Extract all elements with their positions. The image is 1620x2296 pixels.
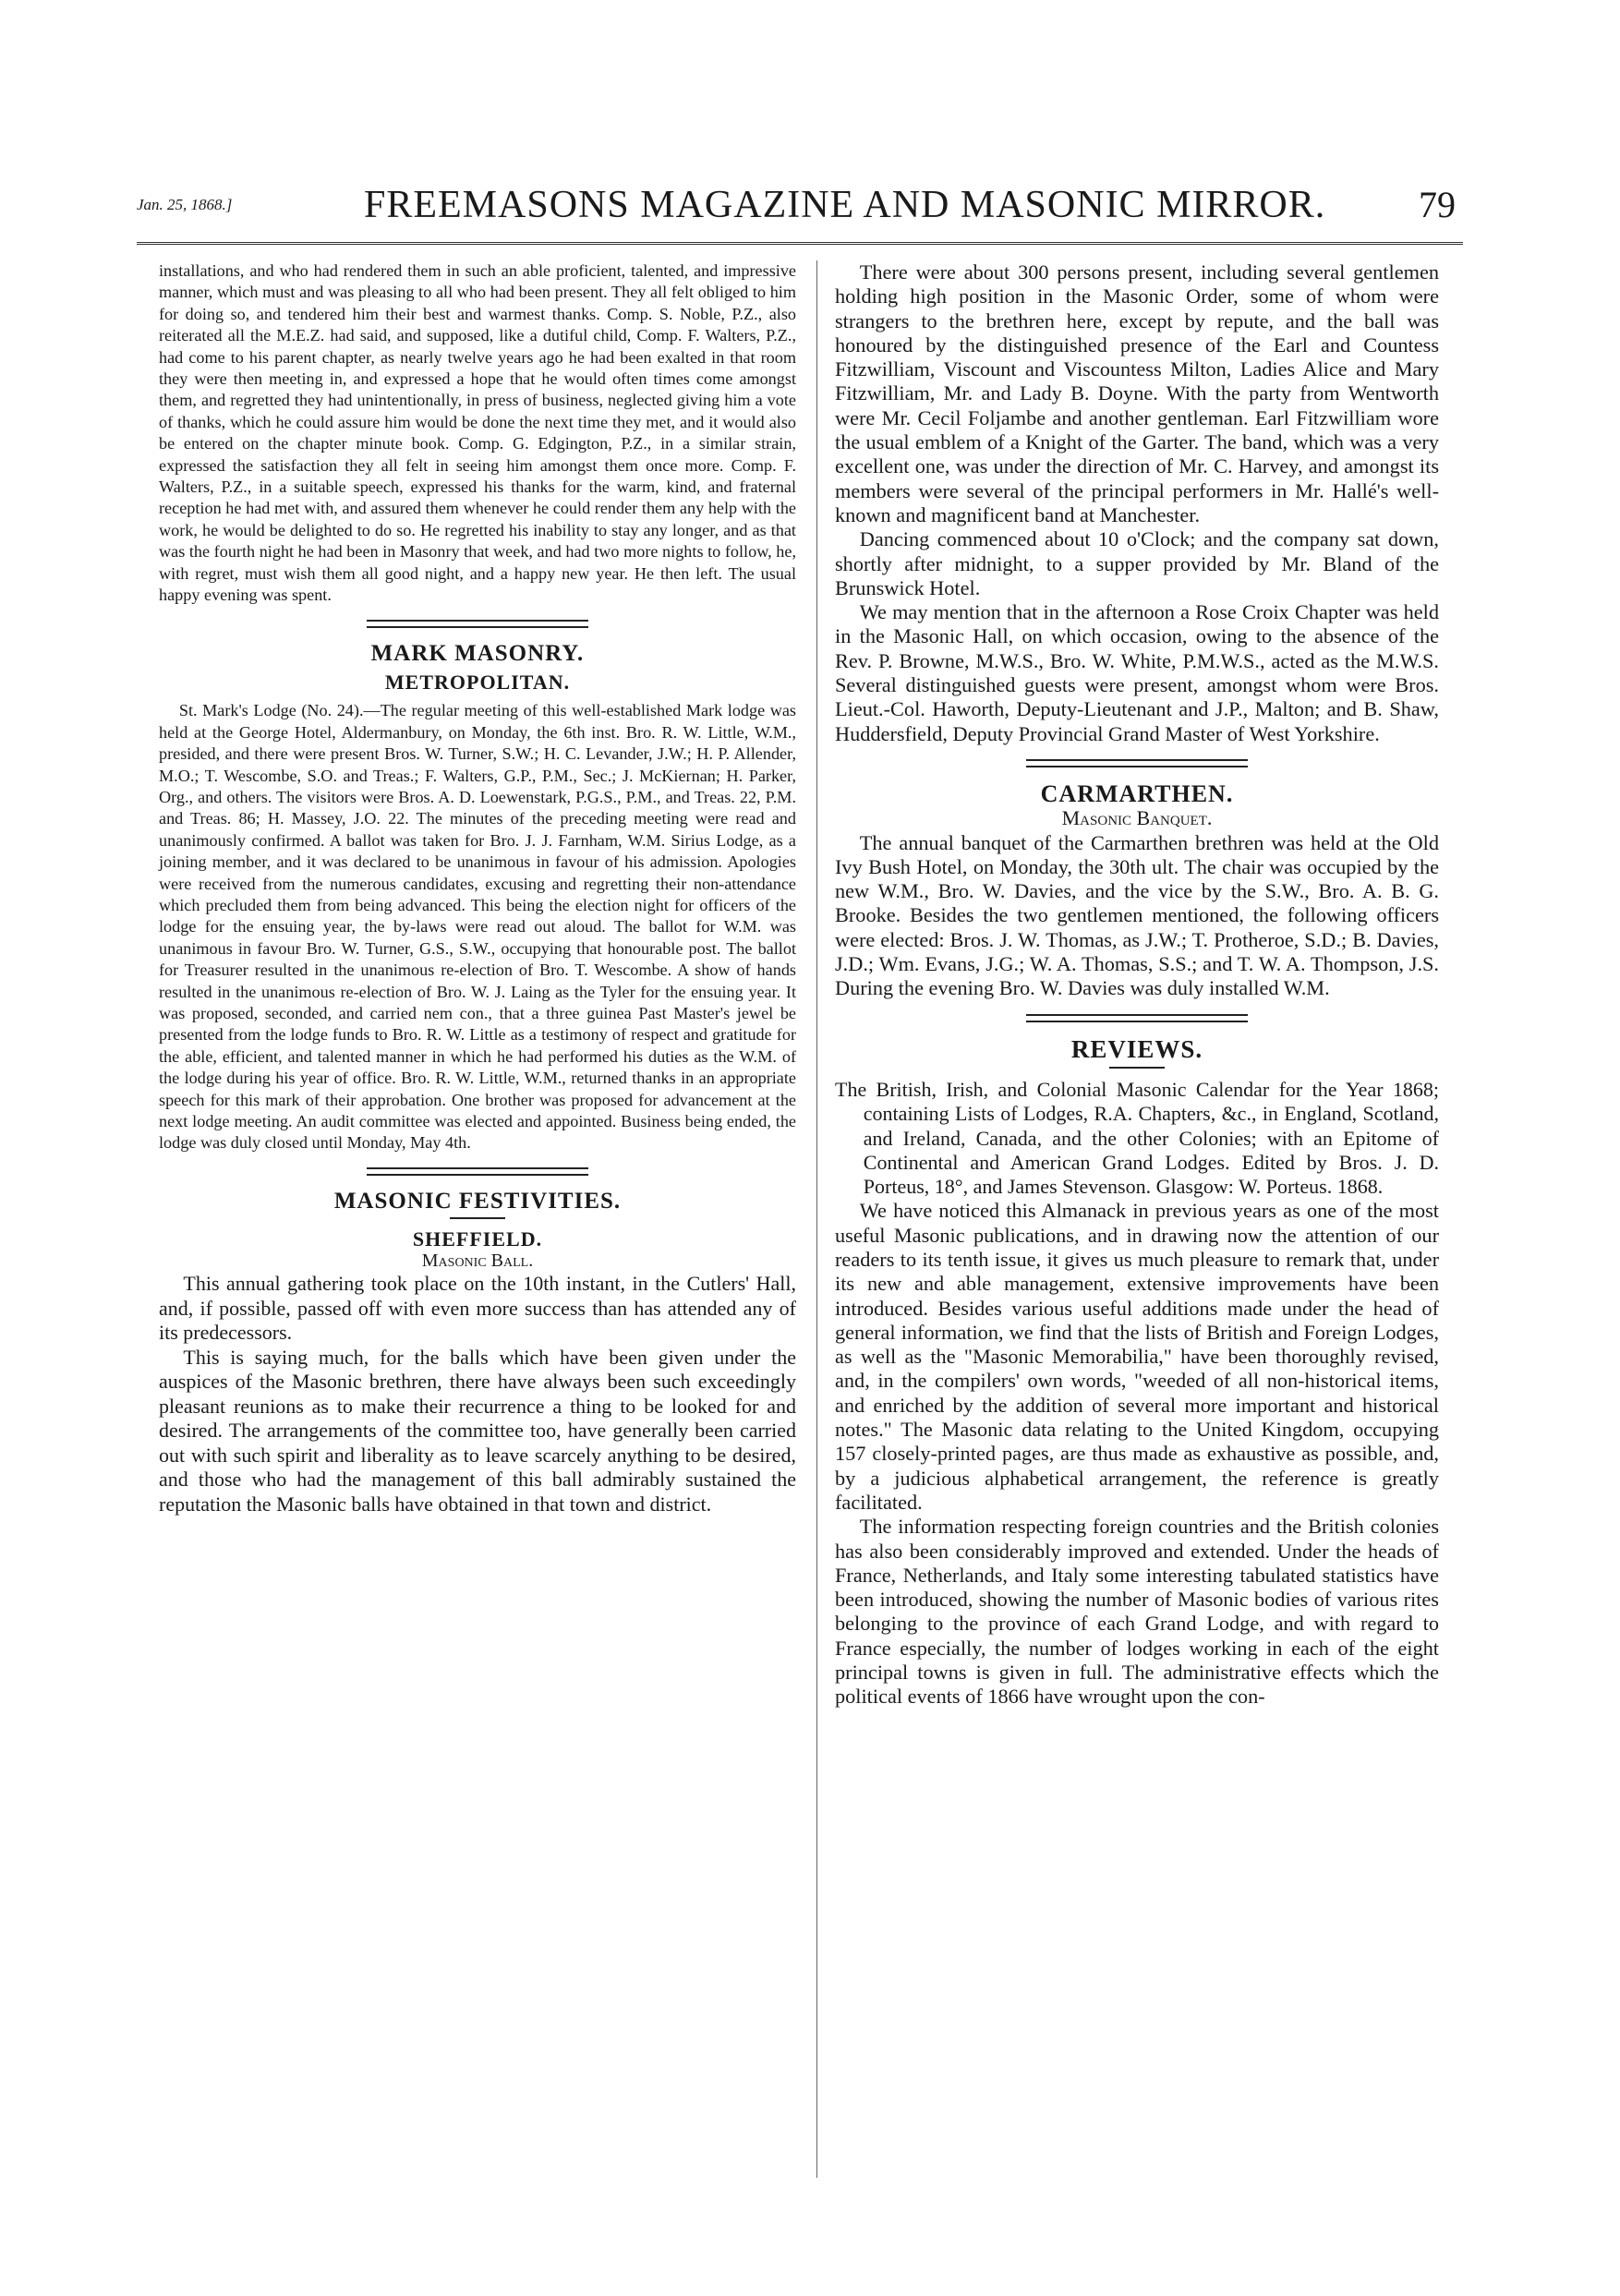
lodge-report-paragraph: St. Mark's Lodge (No. 24).—The regular meeting of this well-established Mark lodge was held at the George Hotel, Aldermanbury, on Monday, the 6th inst. Bro. R. W. Little, W.M., presided, and there were present Bros. W. Turner, S.W.; H. C. Levander, J.W.; H. P. Allender, M.O.; T. Wescombe, S.O. and Treas.; F. Walters, G.P., P.M., Sec.; J. McKiernan; H. Parker, Org., and others. The visitors were Bros. A. D. Loewenstark, P.G.S., P.M., and Treas. 22, P.M. and Treas. 86; H. Massey, J.O. 22. The minutes of the preceding meeting were read and unanimously confirmed. A ballot was taken for Bro. J. J. Farnham, W.M. Sirius Lodge, as a joining member, and it was declared to be unanimous in favour of his admission. Apologies were received from the numerous candidates, excusing and regretting their non-attendance which precluded them from being advanced. This being the election night for officers of the lodge for the ensuing year, the by-laws were read out aloud. The ballot for W.M. was unanimous in favour Bro. W. Turner, G.S., S.W., occupying that honourable post. The ballot for Treasurer resulted in the unanimous re-election of Bro. T. Wescombe. A show of hands resulted in the unanimous re-election of Bro. W. J. Laing as the Tyler for the ensuing year. It was proposed, seconded, and carried nem con., that a three guinea Past Master's jewel be presented from the lodge funds to Bro. R. W. Little as a testimony of respect and gratitude for the able, efficient, and talented manner in which he had performed his duties as the W.M. of the lodge during his year of office. Bro. R. W. Little, W.M., returned thanks in an appropriate speech for this mark of their approbation. One brother was proposed for advancement at the next lodge meeting. An audit committee was elected and appointed. Business being ended, the lodge was duly closed until Monday, May 4th. <box>159 701 796 1153</box>
section-heading-reviews: REVIEWS. <box>1070 1034 1203 1063</box>
festivity-paragraph: This annual gathering took place on the 10th instant, in the Cutlers' Hall, and, if possible, passed off with even more success than has attended any of its predecessors. <box>159 1272 796 1345</box>
article-continuation-paragraph: installations, and who had rendered them in such an able proficient, talented, and impressive manner, which must and was pleasing to all who had been present. They all felt obliged to him for doing so, and tendered him their best and warmest thanks. Comp. S. Noble, P.Z., also reiterated all the M.E.Z. had said, and supposed, like a dutiful child, Comp. F. Walters, P.Z., had come to his parent chapter, as nearly twelve years ago he had been exalted in that room they were then meeting in, and expressed a hope that he would often times come amongst them, and regretted they had unintentionally, in press of business, neglected giving him a vote of thanks, which he could assure him would be done the next time they met, and it would also be entered on the chapter minute book. Comp. G. Edgington, P.Z., in a similar strain, expressed the satisfaction they all felt in seeing him amongst them once more. Comp. F. Walters, P.Z., in a suitable speech, expressed his thanks for the warm, kind, and fraternal reception he had met with, and assured them whenever he could render them any help with the work, he would be delighted to do so. He regretted his inability to stay any longer, and as that was the fourth night he had been in Masonry that week, and had two more nights to follow, he, with regret, must wish them all good night, and a happy new year. He then left. The usual happy evening was spent. <box>159 261 796 605</box>
dancing-paragraph: Dancing commenced about 10 o'Clock; and the company sat down, shortly after midnight, to a supper provided by Mr. Bland of the Brunswick Hotel. <box>835 527 1439 599</box>
section-heading-masonic-festivities: MASONIC FESTIVITIES. <box>333 1188 622 1214</box>
review-paragraph: We have noticed this Almanack in previous years as one of the most useful Masonic publications, and in drawing now the attention of our readers to its tenth issue, it gives us much pleasure to remark that, under its new and able management, extensive improvements have been introduced. Besides various useful additions made under the head of general information, we find that the lists of British and Foreign Lodges, as well as the "Masonic Memorabilia," have been thoroughly revised, and, in the compilers' own words, "weeded of all non-historical items, and enriched by the addition of several more important and historical notes." The Masonic data relating to the United Kingdom, occupying 157 closely-printed pages, are thus made as exhaustive as possible, and, by a judicious alphabetical arrangement, the reference is greatly facilitated. <box>835 1199 1439 1514</box>
ball-attendance-paragraph: There were about 300 persons present, including several gentlemen holding high position in the Masonic Order, some of whom were strangers to the brethren here, except by repute, and the ball was honoured by the distinguished presence of the Earl and Countess Fitzwilliam, Viscount and Viscountess Milton, Ladies Alice and Mary Fitzwilliam, Mr. and Lady B. Doyne. With the party from Wentworth were Mr. Cecil Foljambe and another gentleman. Earl Fitzwilliam wore the usual emblem of a Knight of the Garter. The band, which was a very excellent one, was under the direction of Mr. C. Harvey, and amongst its members were several of the principal performers in Mr. Hallé's well-known and magnificent band at Manchester. <box>835 260 1439 526</box>
subheading-masonic-ball: Masonic Ball. <box>421 1250 534 1271</box>
column-divider <box>816 260 817 2178</box>
right-column <box>835 260 1439 1710</box>
header-date: Jan. 25, 1868.] <box>137 196 233 213</box>
section-divider <box>1026 1014 1248 1022</box>
short-rule <box>450 1217 505 1219</box>
festivity-paragraph: This is saying much, for the balls which have been given under the auspices of the Masonic brethren, there have always been such exceedingly pleasant reunions as to make their recurrence a thing to be looked for and desired. The arrangements of the committee too, have generally been carried out with such spirit and liberality as to leave scarcely anything to be desired, and those who had the management of this ball admirably sustained the reputation the Masonic balls have obtained in that town and district. <box>159 1345 796 1516</box>
review-book-title: The British, Irish, and Colonial Masonic Calendar for the Year 1868; containing Lists of Lodges, R.A. Chapters, &c., in England, Scotland, and Ireland, Canada, and the other Colonies; with an Epitome of Continental and American Grand Lodges. Edited by Bros. J. D. Porteus, 18°, and James Stevenson. Glasgow: W. Porteus. 1868. <box>835 1077 1439 1199</box>
section-divider <box>367 620 588 628</box>
subheading-sheffield: SHEFFIELD. <box>412 1227 543 1251</box>
section-divider <box>367 1167 588 1176</box>
page-header <box>137 183 1463 235</box>
subheading-metropolitan: METROPOLITAN. <box>384 670 571 694</box>
header-rule <box>137 242 1463 245</box>
section-heading-mark-masonry: MARK MASONRY. <box>370 640 585 666</box>
subheading-carmarthen: CARMARTHEN. <box>1040 779 1234 807</box>
left-column <box>159 260 796 1517</box>
rose-croix-paragraph: We may mention that in the afternoon a Rose Croix Chapter was held in the Masonic Hall, on which occasion, owing to the absence of the Rev. P. Browne, M.W.S., Bro. W. White, P.M.W.S., acted as the M.W.S. Several distinguished guests were present, amongst whom were Bros. Lieut.-Col. Haworth, Deputy-Lieutenant and J.P., Malton; and B. Shaw, Huddersfield, Deputy Provincial Grand Master of West Yorkshire. <box>835 600 1439 745</box>
subheading-masonic-banquet: Masonic Banquet. <box>1061 806 1213 830</box>
section-divider <box>1026 759 1248 767</box>
review-paragraph: The information respecting foreign countries and the British colonies has also been considerably improved and extended. Under the heads of France, Netherlands, and Italy some interesting tabulated statistics have been introduced, showing the number of Masonic bodies of various rites belonging to the province of each Grand Lodge, and with regard to France especially, the number of lodges working in each of the eight principal towns is given in full. The administrative effects which the political events of 1866 have wrought upon the con- <box>835 1515 1439 1709</box>
banquet-paragraph: The annual banquet of the Carmarthen brethren was held at the Old Ivy Bush Hotel, on Monday, the 30th ult. The chair was occupied by the new W.M., Bro. W. Davies, and the vice by the S.W., Bro. A. B. G. Brooke. Besides the two gentlemen mentioned, the following officers were elected: Bros. J. W. Thomas, as J.W.; T. Protheroe, S.D.; B. Davies, J.D.; Wm. Evans, J.G.; W. A. Thomas, S.S.; and T. W. A. Thompson, J.S. During the evening Bro. W. Davies was duly installed W.M. <box>835 830 1439 1000</box>
page-number: 79 <box>1419 184 1456 225</box>
short-rule <box>1109 1067 1165 1069</box>
masthead-title: FREEMASONS MAGAZINE AND MASONIC MIRROR. <box>364 184 1326 226</box>
